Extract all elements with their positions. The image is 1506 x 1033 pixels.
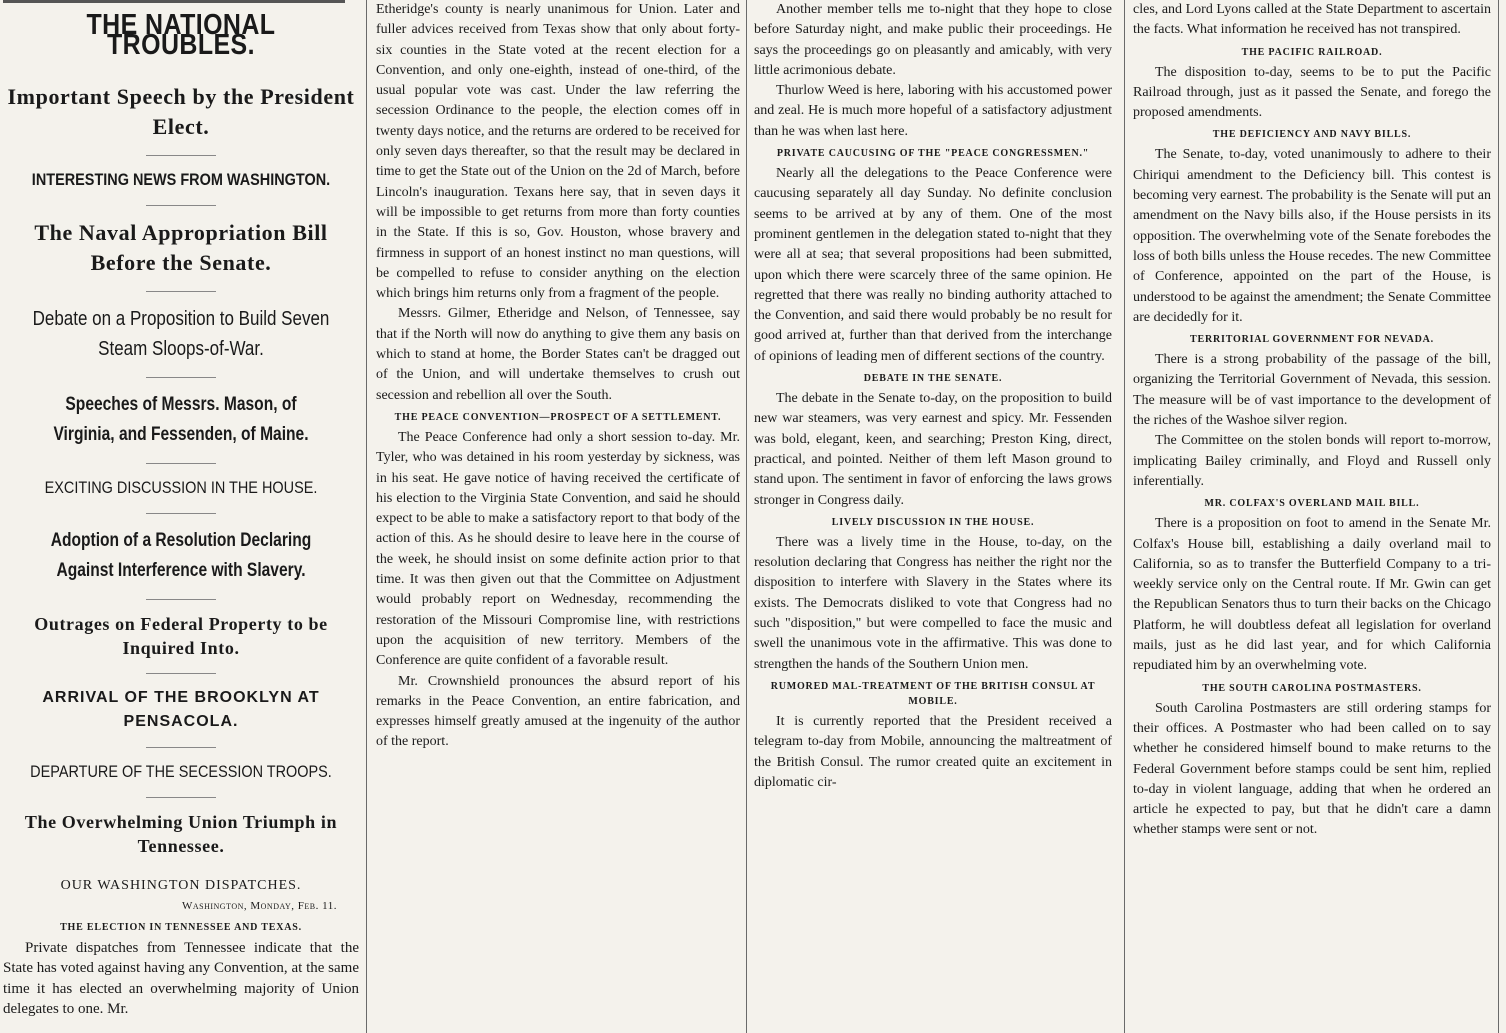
- paragraph: cles, and Lord Lyons called at the State Department to ascertain the facts. What information he received has not transpired.: [1133, 2, 1491, 38]
- paragraph: Nearly all the delegations to the Peace Conference were caucusing separately all day Sunday. No definite conclusion seems to be arrived at by any of them. One of the most prominent gentlemen in the delegation stated to-night that they were all at sea; that several propositions had been submitted, upon which there were scarcely three of the same opinion. He regretted that there was really no binding authority attached to the Convention, and said there would probably be no result for good arrived at, further than that derived from the interchange of opinions of leading men of different sections of the country.: [754, 166, 1112, 364]
- paragraph: South Carolina Postmasters are still ordering stamps for their offices. A Postmaster who had been called on to say whether he considered himself bound to make returns to the Federal Government before stamps could be sent him, replied to-day in violent language, adding that when he ordered an article he expected to pay, but that he didn't care a damn whether stamps were sent or not.: [1133, 700, 1491, 838]
- column-rule: [366, 0, 367, 1033]
- headline-4: Debate on a Proposition to Build Seven Steam Sloops-of-War.: [32, 307, 330, 360]
- headline-2: INTERESTING NEWS FROM WASHINGTON.: [31, 169, 331, 189]
- paragraph: Another member tells me to-night that they hope to close before Saturday night, and make public their proceedings. He says the proceedings go on pleasantly and amicably, with very little acrimonious debate.: [754, 2, 1112, 78]
- headline-10: DEPARTURE OF THE SECESSION TROOPS.: [30, 761, 332, 781]
- paragraph: Private dispatches from Tennessee indicate that the State has voted against having any Convention, at the same time it has elected an overwhelming majority of Union delegates to one. Mr.: [3, 940, 359, 1018]
- subhead: LIVELY DISCUSSION IN THE HOUSE.: [831, 516, 1035, 528]
- subhead: THE PEACE CONVENTION—PROSPECT OF A SETTLEMENT.: [394, 411, 722, 423]
- subhead: MR. COLFAX'S OVERLAND MAIL BILL.: [1204, 498, 1420, 510]
- article-column-2: [376, 0, 740, 1033]
- dispatch-heading: OUR WASHINGTON DISPATCHES.: [60, 877, 302, 893]
- article-body: [3, 938, 359, 1019]
- divider: [146, 291, 216, 292]
- paragraph: The Committee on the stolen bonds will report to-morrow, implicating Bailey criminally, and Floyd and Russell only inferentially.: [1133, 433, 1491, 489]
- paragraph: The Peace Conference had only a short session to-day. Mr. Tyler, who was detained in his room yesterday by sickness, was in his seat. He gave notice of having received the certificate of his election to the Virginia State Convention, and said he should expect to be able to make a satisfactory report to that body of the action of this. As he should desire to leave here in the course of the week, he should insist on some definite action prior to that time. It was then given out that the Committee on Adjustment would probably report on Wednesday, recommending the restoration of the Missouri Compromise line, with restrictions upon the acquisition of new territory. Members of the Conference are quite confident of a favorable result.: [376, 429, 740, 669]
- headline-3: The Naval Appropriation Bill Before the Senate.: [34, 219, 328, 275]
- divider: [146, 155, 216, 156]
- headline-6: EXCITING DISCUSSION IN THE HOUSE.: [44, 477, 318, 497]
- paragraph: It is currently reported that the President received a telegram to-day from Mobile, announcing the maltreatment of the British Consul. The rumor created quite an excitement in diplomatic cir-: [754, 713, 1112, 790]
- article-column-4: [1133, 0, 1491, 1033]
- column-rule: [1498, 0, 1499, 1033]
- paragraph: Etheridge's county is nearly unanimous for Union. Later and fuller advices received from Texas show that only about forty-six counties in the State voted at the recent election for a Convention, and only one-eighth, instead of one-third, of the usual popular vote was cast. Under the law referring the secession Ordinance to the people, the election comes off in twenty days notice, and the returns are ordered to be received for only seven days thereafter, so that the result may be declared in time to get the State out of the Union on the 2d of March, before Lincoln's inauguration. Texans here say, that in seven days it will be impossible to get returns from more than forty counties in the State. If this is so, Gov. Houston, whose bravery and firmness in support of an honest instinct no man questions, will be compelled to refuse to consider anything on the election which brings him returns only from a fragment of the people.: [376, 2, 740, 302]
- headline-1: Important Speech by the President Elect.: [7, 83, 355, 139]
- headline-9: ARRIVAL OF THE BROOKLYN AT PENSACOLA.: [42, 688, 320, 730]
- top-rule: [3, 0, 345, 3]
- headline-column: [3, 0, 359, 1033]
- paragraph: Mr. Crownshield pronounces the absurd report of his remarks in the Peace Convention, an entire fabrication, and expresses himself greatly amused at the ingenuity of the author of the report.: [376, 673, 740, 750]
- divider: [146, 205, 216, 206]
- subhead: THE ELECTION IN TENNESSEE AND TEXAS.: [60, 922, 302, 934]
- divider: [146, 377, 216, 378]
- divider: [146, 747, 216, 748]
- divider: [146, 673, 216, 674]
- paragraph: Messrs. Gilmer, Etheridge and Nelson, of Tennessee, say that if the North will now do anything to give them any basis on which to stand at home, the Border States can't be dragged out of the Union, and will undertake themselves to crush out secession and rebellion all over the South.: [376, 306, 740, 403]
- dateline: Washington, Monday, Feb. 11.: [181, 899, 337, 912]
- subhead: PRIVATE CAUCUSING OF THE "PEACE CONGRESSMEN.": [776, 148, 1090, 160]
- subhead: THE DEFICIENCY AND NAVY BILLS.: [1212, 129, 1412, 141]
- paragraph: There is a strong probability of the passage of the bill, organizing the Territorial Government of Nevada, this session. The measure will be of vast importance to the development of the riches of the Washoe silver region.: [1133, 352, 1491, 429]
- headline-8: Outrages on Federal Property to be Inquired Into.: [34, 613, 328, 658]
- divider: [146, 797, 216, 798]
- paragraph: There is a proposition on foot to amend in the Senate Mr. Colfax's House bill, establishing a daily overland mail to California, so as to transfer the Butterfield Company to a tri-weekly service only on the Central route. If Mr. Gwin can get the Republican Senators thus to turn their backs on the Chicago Platform, he will doubtless defeat all legislation for overland mails, just as he did last year, and for which California repudiated him by an overwhelming vote.: [1133, 516, 1491, 674]
- paragraph: The debate in the Senate to-day, on the proposition to build new war steamers, was very earnest and spicy. Mr. Fessenden was bold, elegant, keen, and searching; Preston King, direct, practical, and pointed. Neither of them left Mason ground to stand upon. The sentiment in favor of enforcing the laws grows stronger in Congress daily.: [754, 391, 1112, 508]
- subhead: THE SOUTH CAROLINA POSTMASTERS.: [1202, 682, 1422, 694]
- paragraph: There was a lively time in the House, to-day, on the resolution declaring that Congress has neither the right nor the disposition to interfere with Slavery in the States where its exists. The Democrats disliked to vote that Congress had no such "disposition," but were compelled to face the music and swell the unanimous vote in the affirmative. This was done to strengthen the hands of the Southern Union men.: [754, 534, 1112, 672]
- divider: [146, 513, 216, 514]
- paragraph: Thurlow Weed is here, laboring with his accustomed power and zeal. He is much more hopeful of a satisfactory adjustment than he was when last here.: [754, 83, 1112, 139]
- paragraph: The disposition to-day, seems to be to put the Pacific Railroad through, just as it passed the Senate, and forego the proposed amendments.: [1133, 64, 1491, 121]
- subhead: DEBATE IN THE SENATE.: [863, 373, 1003, 385]
- divider: [146, 599, 216, 600]
- paragraph: The Senate, to-day, voted unanimously to adhere to their Chiriqui amendment to the Deficiency bill. This contest is becoming very earnest. The probability is the Senate will put an amendment on the Navy bills also, if the House persists in its opposition. The overwhelming vote of the Senate forebodes the loss of both bills unless the House recedes. The new Committee of Conference, appointed on the part of the House, is understood to be against the amendment; the Senate Committee are decidedly for it.: [1133, 147, 1491, 325]
- headline-5: Speeches of Messrs. Mason, of Virginia, and Fessenden, of Maine.: [53, 393, 309, 445]
- article-column-3: [754, 0, 1112, 1033]
- divider: [146, 463, 216, 464]
- column-rule: [1124, 0, 1125, 1033]
- subhead: TERRITORIAL GOVERNMENT FOR NEVADA.: [1190, 334, 1434, 346]
- headline-11: The Overwhelming Union Triumph in Tennessee.: [24, 811, 338, 856]
- column-rule: [746, 0, 747, 1033]
- subhead: THE PACIFIC RAILROAD.: [1241, 46, 1383, 58]
- page-title: THE NATIONAL TROUBLES.: [86, 9, 276, 62]
- headline-7: Adoption of a Resolution Declaring Against Interference with Slavery.: [50, 529, 312, 581]
- subhead: RUMORED MAL-TREATMENT OF THE BRITISH CONSUL AT MOBILE.: [770, 680, 1096, 707]
